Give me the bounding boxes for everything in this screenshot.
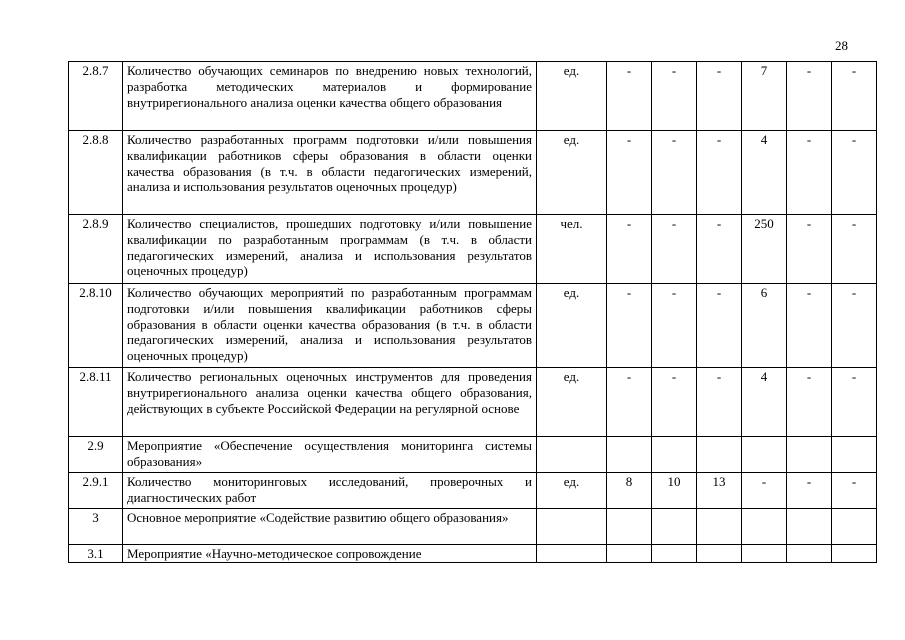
value-cell: [742, 545, 787, 563]
unit-cell: ед.: [537, 62, 607, 131]
value-cell: -: [787, 131, 832, 215]
value-cell: [697, 509, 742, 545]
value-cell: -: [832, 284, 877, 368]
unit-cell: ед.: [537, 284, 607, 368]
value-cell: [607, 509, 652, 545]
value-cell: 8: [607, 473, 652, 509]
value-cell: [787, 545, 832, 563]
indicator-description: Основное мероприятие «Содействие развитию общего образования»: [123, 509, 537, 545]
value-cell: [652, 509, 697, 545]
indicator-description: Количество разработанных программ подготовки и/или повышения квалификации работников сферы образования в области оценки качества образования (в т.ч. в области педагогических измерений, анализа и использования результатов оценочных процедур): [123, 131, 537, 215]
indicator-description: Количество региональных оценочных инструментов для проведения внутрирегионального анализа оценки качества общего образования, действующих в субъекте Российской Федерации на регулярной основе: [123, 368, 537, 437]
value-cell: -: [787, 215, 832, 284]
value-cell: -: [787, 62, 832, 131]
value-cell: -: [652, 62, 697, 131]
value-cell: -: [652, 131, 697, 215]
value-cell: -: [697, 215, 742, 284]
row-number: 2.8.7: [69, 62, 123, 131]
value-cell: [697, 437, 742, 473]
value-cell: 4: [742, 131, 787, 215]
unit-cell: [537, 545, 607, 563]
value-cell: [652, 437, 697, 473]
indicator-description: Количество специалистов, прошедших подготовку и/или повышение квалификации по разработанным программам (в т.ч. в области педагогических измерений, анализа и использования результатов оценочных процедур): [123, 215, 537, 284]
value-cell: -: [697, 284, 742, 368]
indicators-table: [68, 61, 877, 563]
value-cell: [832, 509, 877, 545]
value-cell: [832, 545, 877, 563]
row-number: 2.9.1: [69, 473, 123, 509]
value-cell: -: [832, 131, 877, 215]
value-cell: 7: [742, 62, 787, 131]
table-row: [69, 545, 877, 563]
value-cell: [652, 545, 697, 563]
row-number: 3.1: [69, 545, 123, 563]
value-cell: -: [697, 62, 742, 131]
value-cell: -: [607, 131, 652, 215]
value-cell: [607, 545, 652, 563]
value-cell: -: [607, 215, 652, 284]
value-cell: -: [652, 368, 697, 437]
table-row: [69, 368, 877, 437]
row-number: 2.8.9: [69, 215, 123, 284]
unit-cell: [537, 437, 607, 473]
value-cell: [832, 437, 877, 473]
value-cell: -: [652, 284, 697, 368]
value-cell: -: [787, 368, 832, 437]
value-cell: -: [607, 62, 652, 131]
indicator-description: Мероприятие «Научно-методическое сопровождение: [123, 545, 537, 563]
value-cell: -: [697, 131, 742, 215]
unit-cell: ед.: [537, 368, 607, 437]
unit-cell: чел.: [537, 215, 607, 284]
row-number: 2.8.10: [69, 284, 123, 368]
row-number: 3: [69, 509, 123, 545]
value-cell: -: [787, 473, 832, 509]
value-cell: 6: [742, 284, 787, 368]
table-row: [69, 509, 877, 545]
value-cell: -: [832, 368, 877, 437]
unit-cell: ед.: [537, 131, 607, 215]
value-cell: -: [607, 368, 652, 437]
row-number: 2.8.11: [69, 368, 123, 437]
unit-cell: ед.: [537, 473, 607, 509]
value-cell: -: [652, 215, 697, 284]
table-row: [69, 473, 877, 509]
value-cell: 4: [742, 368, 787, 437]
row-number: 2.8.8: [69, 131, 123, 215]
value-cell: [607, 437, 652, 473]
value-cell: 13: [697, 473, 742, 509]
value-cell: -: [832, 62, 877, 131]
value-cell: [697, 545, 742, 563]
value-cell: -: [832, 215, 877, 284]
table-row: [69, 437, 877, 473]
value-cell: 250: [742, 215, 787, 284]
value-cell: [787, 437, 832, 473]
value-cell: [787, 509, 832, 545]
value-cell: -: [787, 284, 832, 368]
table-row: [69, 62, 877, 131]
value-cell: [742, 437, 787, 473]
page-number: 28: [835, 38, 848, 53]
value-cell: 10: [652, 473, 697, 509]
row-number: 2.9: [69, 437, 123, 473]
table-row: [69, 284, 877, 368]
value-cell: -: [697, 368, 742, 437]
unit-cell: [537, 509, 607, 545]
indicator-description: Количество обучающих семинаров по внедрению новых технологий, разработка методических материалов и формирование внутрирегионального анализа оценки качества общего образования: [123, 62, 537, 131]
value-cell: -: [607, 284, 652, 368]
table-row: [69, 131, 877, 215]
value-cell: -: [742, 473, 787, 509]
indicator-description: Количество обучающих мероприятий по разработанным программам подготовки и/или повышения квалификации работников сферы образования в области оценки качества образования (в т.ч. в области педагогических измерений, анализа и использования результатов оценочных процедур): [123, 284, 537, 368]
indicator-description: Количество мониторинговых исследований, проверочных и диагностических работ: [123, 473, 537, 509]
table-row: [69, 215, 877, 284]
indicator-description: Мероприятие «Обеспечение осуществления мониторинга системы образования»: [123, 437, 537, 473]
value-cell: -: [832, 473, 877, 509]
value-cell: [742, 509, 787, 545]
